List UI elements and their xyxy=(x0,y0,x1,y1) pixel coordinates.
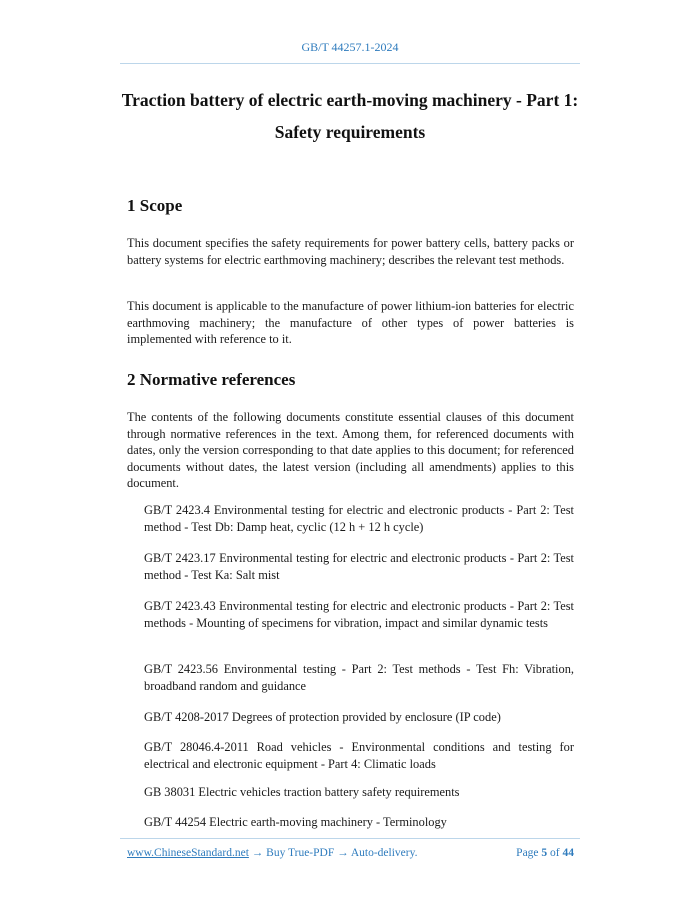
footer-divider xyxy=(120,838,580,839)
reference-item: GB/T 2423.43 Environmental testing for electric and electronic products - Part 2: Test methods - Mounting of specimens for vibration, impact and similar dynamic tests xyxy=(144,599,574,630)
document-title: Traction battery of electric earth-moving machinery - Part 1: Safety requirements xyxy=(121,90,579,142)
document-code-header: GB/T 44257.1-2024 xyxy=(301,40,399,54)
chinesestandard-link[interactable]: www.ChineseStandard.net xyxy=(127,847,249,859)
reference-item: GB/T 28046.4-2011 Road vehicles - Environmental conditions and testing for electrical and electronic equipment - Part 4: Climatic loads xyxy=(144,740,574,771)
page-of-label: of xyxy=(550,847,560,859)
scope-paragraph-1: This document specifies the safety requirements for power battery cells, battery packs or battery systems for electric earthmoving machinery; describes the relevant test methods. xyxy=(127,236,574,267)
reference-item: GB/T 2423.4 Environmental testing for electric and electronic products - Part 2: Test method - Test Db: Damp heat, cyclic (12 h + 12 h cycle) xyxy=(144,503,574,534)
page-label: Page xyxy=(516,847,539,859)
header-divider xyxy=(120,63,580,64)
reference-item: GB/T 44254 Electric earth-moving machinery - Terminology xyxy=(144,815,447,829)
scope-paragraph-2: This document is applicable to the manufacture of power lithium-ion batteries for electric earthmoving machinery; the manufacture of other types of power batteries is implemented with reference to it. xyxy=(127,299,574,347)
reference-item: GB 38031 Electric vehicles traction battery safety requirements xyxy=(144,785,460,799)
footer-promo xyxy=(127,847,417,859)
reference-item: GB/T 2423.56 Environmental testing - Part 2: Test methods - Test Fh: Vibration, broadband random and guidance xyxy=(144,662,574,693)
page-current: 5 xyxy=(541,847,548,859)
page-footer xyxy=(127,847,574,859)
footer-promo-text: → Buy True-PDF → Auto-delivery. xyxy=(248,847,418,859)
page-total: 44 xyxy=(562,847,574,859)
section-heading-scope: 1 Scope xyxy=(127,196,183,215)
page-indicator xyxy=(516,847,574,859)
reference-item: GB/T 2423.17 Environmental testing for electric and electronic products - Part 2: Test method - Test Ka: Salt mist xyxy=(144,551,574,582)
reference-item: GB/T 4208-2017 Degrees of protection provided by enclosure (IP code) xyxy=(144,710,501,724)
section-heading-normative-references: 2 Normative references xyxy=(127,370,296,389)
normative-references-intro: The contents of the following documents constitute essential clauses of this document through normative references in the text. Among them, for referenced documents with dates, only the version corresponding to that date applies to this document; for referenced documents without dates, the latest version (including all amendments) applies to this document. xyxy=(127,410,574,491)
